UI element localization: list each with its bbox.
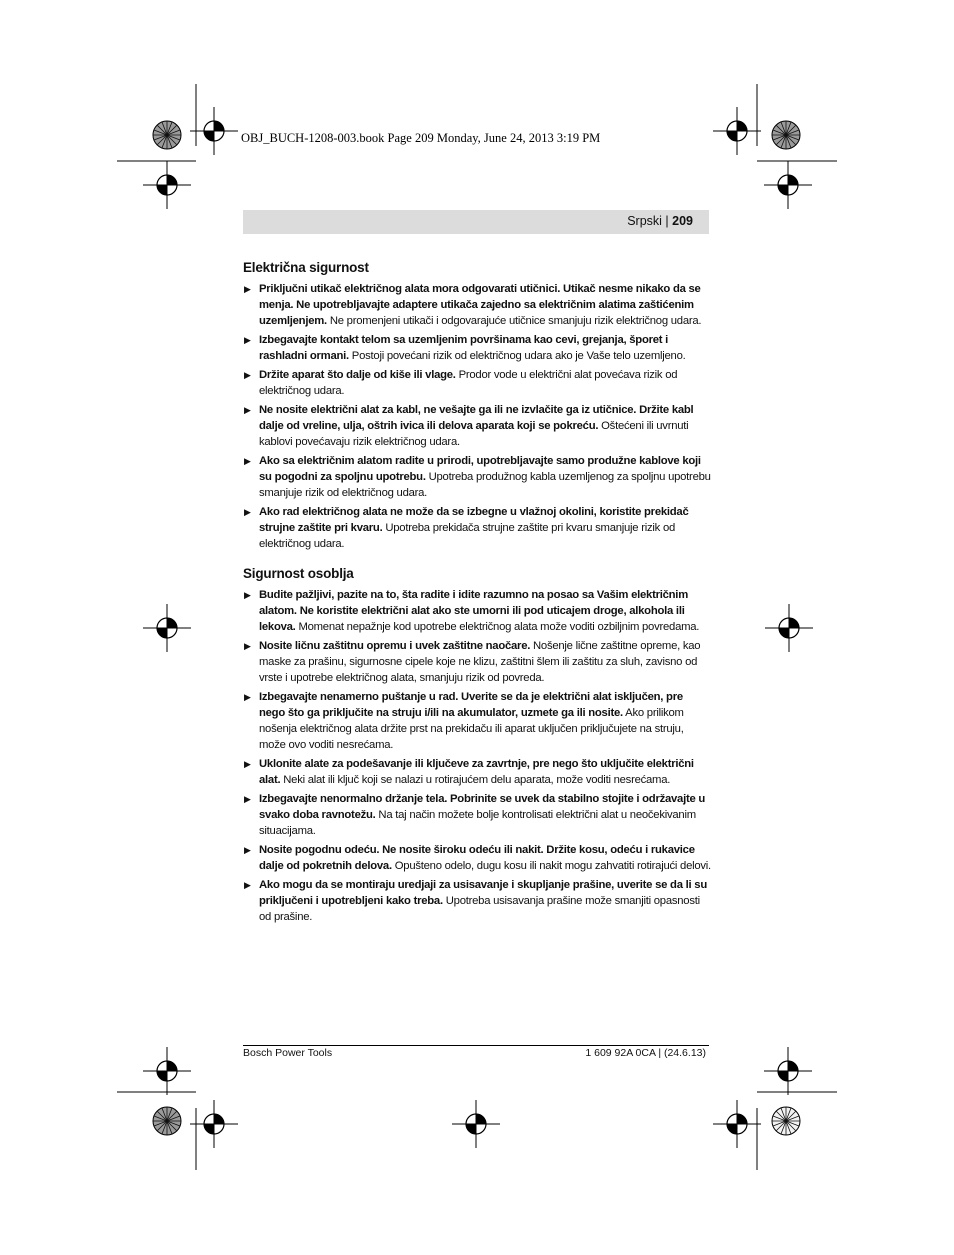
list-item — [243, 453, 711, 501]
registration-mark-icon — [143, 1047, 191, 1095]
registration-mark-icon — [143, 161, 191, 209]
footer-brand: Bosch Power Tools — [243, 1047, 333, 1059]
bullet-triangle-icon: ▶ — [244, 335, 251, 345]
instruction-explanation: Ne promenjeni utikači i odgovarajuće utičnice smanjuju rizik električnog udara. — [326, 315, 702, 327]
instruction-bold: Ne nosite električni alat za kabl, ne vešajte ga ili ne izvlačite ga iz utičnice. Držite kabl dalje od vreline, ulja, oštrih ivica ili delova aparata koji se pokreću. — [259, 404, 694, 432]
page-number: 209 — [672, 214, 693, 228]
instruction-bold: Izbegavajte nenormalno držanje tela. Pobrinite se uvek da stabilno stojite i održavajte u svako doba ravnotežu. — [259, 793, 706, 821]
instruction-bold: Držite aparat što dalje od kiše ili vlage. — [259, 369, 456, 381]
instruction-explanation: Upotreba usisavanja prašine može smanjiti opasnosti od prašine. — [259, 895, 700, 923]
footer-rule — [243, 1045, 709, 1046]
instruction-explanation: Opušteno odelo, dugu kosu ili nakit mogu zahvatiti rotirajući delovi. — [391, 860, 711, 872]
list-item — [243, 842, 711, 874]
instruction-bold: Izbegavajte nenamerno puštanje u rad. Uverite se da je električni alat isključen, pre nego što ga priključite na struju i/ili na akumulator, uzmete ga ili nosite. — [259, 691, 683, 719]
list-item — [243, 756, 711, 788]
instruction-bold: Priključni utikač električnog alata mora odgovarati utičnici. Utikač nesme nikako da se menja. Ne upotrebljavajte adaptere utikača zajedno sa električnim alatima zaštićenim uzemljenjem. — [259, 283, 701, 327]
instruction-explanation: Nošenje lične zaštitne opreme, kao maske za prašinu, sigurnosne cipele koje ne klizu, zaštitni šlem ili zaštitu za sluh, zavisno od vrste i upotrebe električnog alata, smanjuju rizik od povreda. — [259, 640, 701, 684]
bullet-triangle-icon: ▶ — [244, 759, 251, 769]
header-language: Srpski — [627, 214, 662, 228]
instruction-bold: Ako rad električnog alata ne može da se izbegne u vlažnoj okolini, koristite prekidač strujne zaštite pri kvaru. — [259, 506, 689, 534]
list-item — [243, 877, 711, 925]
list-item — [243, 587, 711, 635]
instruction-bold: Nosite pogodnu odeću. Ne nosite široku odeću ili nakit. Držite kosu, odeću i rukavice dalje od pokretnih delova. — [259, 844, 695, 872]
instruction-explanation: Na taj način možete bolje kontrolisati električni alat u neočekivanim situacijama. — [259, 809, 696, 837]
instruction-explanation: Upotreba produžnog kabla uzemljenog za spoljnu upotrebu smanjuje rizik od električnog udara. — [259, 471, 711, 499]
list-item — [243, 504, 711, 552]
instruction-bold: Nosite ličnu zaštitnu opremu i uvek zaštitne naočare. — [259, 640, 531, 652]
registration-mark-icon — [713, 1100, 761, 1148]
instruction-bold: Budite pažljivi, pazite na to, šta radite i idite razumno na posao sa Vašim električnim alatom. Ne koristite električni alat ako ste umorni ili pod uticajem droge, alkohola ili lekova. — [259, 589, 688, 633]
color-bar-starburst-icon — [153, 1107, 181, 1135]
bullet-triangle-icon: ▶ — [244, 692, 251, 702]
instruction-explanation: Upotreba prekidača strujne zaštite pri kvaru smanjuje rizik od električnog udara. — [259, 522, 676, 550]
registration-mark-icon — [190, 107, 238, 155]
instruction-explanation: Neki alat ili ključ koji se nalazi u rotirajućem delu aparata, može voditi nesrećama. — [280, 774, 671, 786]
page-header — [243, 210, 709, 234]
section-heading: Električna sigurnost — [243, 260, 369, 275]
color-bar-starburst-icon — [772, 121, 800, 149]
registration-mark-icon — [190, 1100, 238, 1148]
safety-list — [243, 587, 711, 925]
instruction-explanation: Oštećeni ili uvrnuti kablovi povećavaju rizik električnog udara. — [259, 420, 689, 448]
list-item — [243, 402, 711, 450]
instruction-bold: Ako sa električnim alatom radite u prirodi, upotrebljavajte samo produžne kablove koji su pogodni za spoljnu upotrebu. — [259, 455, 701, 483]
footer-doc-number: 1 609 92A 0CA | (24.6.13) — [585, 1047, 706, 1059]
header-text — [627, 214, 693, 228]
instruction-explanation: Postoji povećani rizik od električnog udara ako je Vaše telo uzemljeno. — [348, 350, 686, 362]
bullet-triangle-icon: ▶ — [244, 794, 251, 804]
header-separator: | — [661, 214, 673, 228]
instruction-explanation: Prodor vode u električni alat povećava rizik od električnog udara. — [259, 369, 678, 397]
list-item — [243, 689, 711, 753]
bullet-triangle-icon: ▶ — [244, 284, 251, 294]
bullet-triangle-icon: ▶ — [244, 507, 251, 517]
file-info-slug: OBJ_BUCH-1208-003.book Page 209 Monday, June 24, 2013 3:19 PM — [241, 131, 601, 145]
registration-mark-icon — [713, 107, 761, 155]
bullet-triangle-icon: ▶ — [244, 880, 251, 890]
registration-mark-icon — [764, 1047, 812, 1095]
bullet-triangle-icon: ▶ — [244, 405, 251, 415]
registration-mark-icon — [452, 1100, 500, 1148]
registration-mark-icon — [143, 604, 191, 652]
main-content — [243, 260, 711, 928]
list-item — [243, 791, 711, 839]
bullet-triangle-icon: ▶ — [244, 456, 251, 466]
bullet-triangle-icon: ▶ — [244, 641, 251, 651]
list-item — [243, 332, 711, 364]
list-item — [243, 367, 711, 399]
color-bar-starburst-icon — [153, 121, 181, 149]
instruction-explanation: Momenat nepažnje kod upotrebe električnog alata može voditi ozbiljnim povredama. — [295, 621, 700, 633]
instruction-bold: Uklonite alate za podešavanje ili ključeve za zavrtnje, pre nego što uključite električni alat. — [259, 758, 694, 786]
bullet-triangle-icon: ▶ — [244, 845, 251, 855]
registration-mark-icon — [765, 604, 813, 652]
registration-mark-icon — [764, 161, 812, 209]
color-bar-starburst-icon — [772, 1107, 800, 1135]
bullet-triangle-icon: ▶ — [244, 370, 251, 380]
instruction-bold: Ako mogu da se montiraju uredjaji za usisavanje i skupljanje prašine, uverite se da li su priključeni i upotrebljeni kako treba. — [259, 879, 707, 907]
list-item — [243, 281, 711, 329]
section-heading: Sigurnost osoblja — [243, 566, 354, 581]
instruction-explanation: Ako prilikom nošenja električnog alata držite prst na prekidaču ili aparat uključen priključujete na struju, može ovo voditi nesrećama. — [259, 707, 684, 751]
instruction-bold: Izbegavajte kontakt telom sa uzemljenim površinama kao cevi, grejanja, šporet i rashladni ormani. — [259, 334, 669, 362]
bullet-triangle-icon: ▶ — [244, 590, 251, 600]
safety-list — [243, 281, 711, 552]
list-item — [243, 638, 711, 686]
